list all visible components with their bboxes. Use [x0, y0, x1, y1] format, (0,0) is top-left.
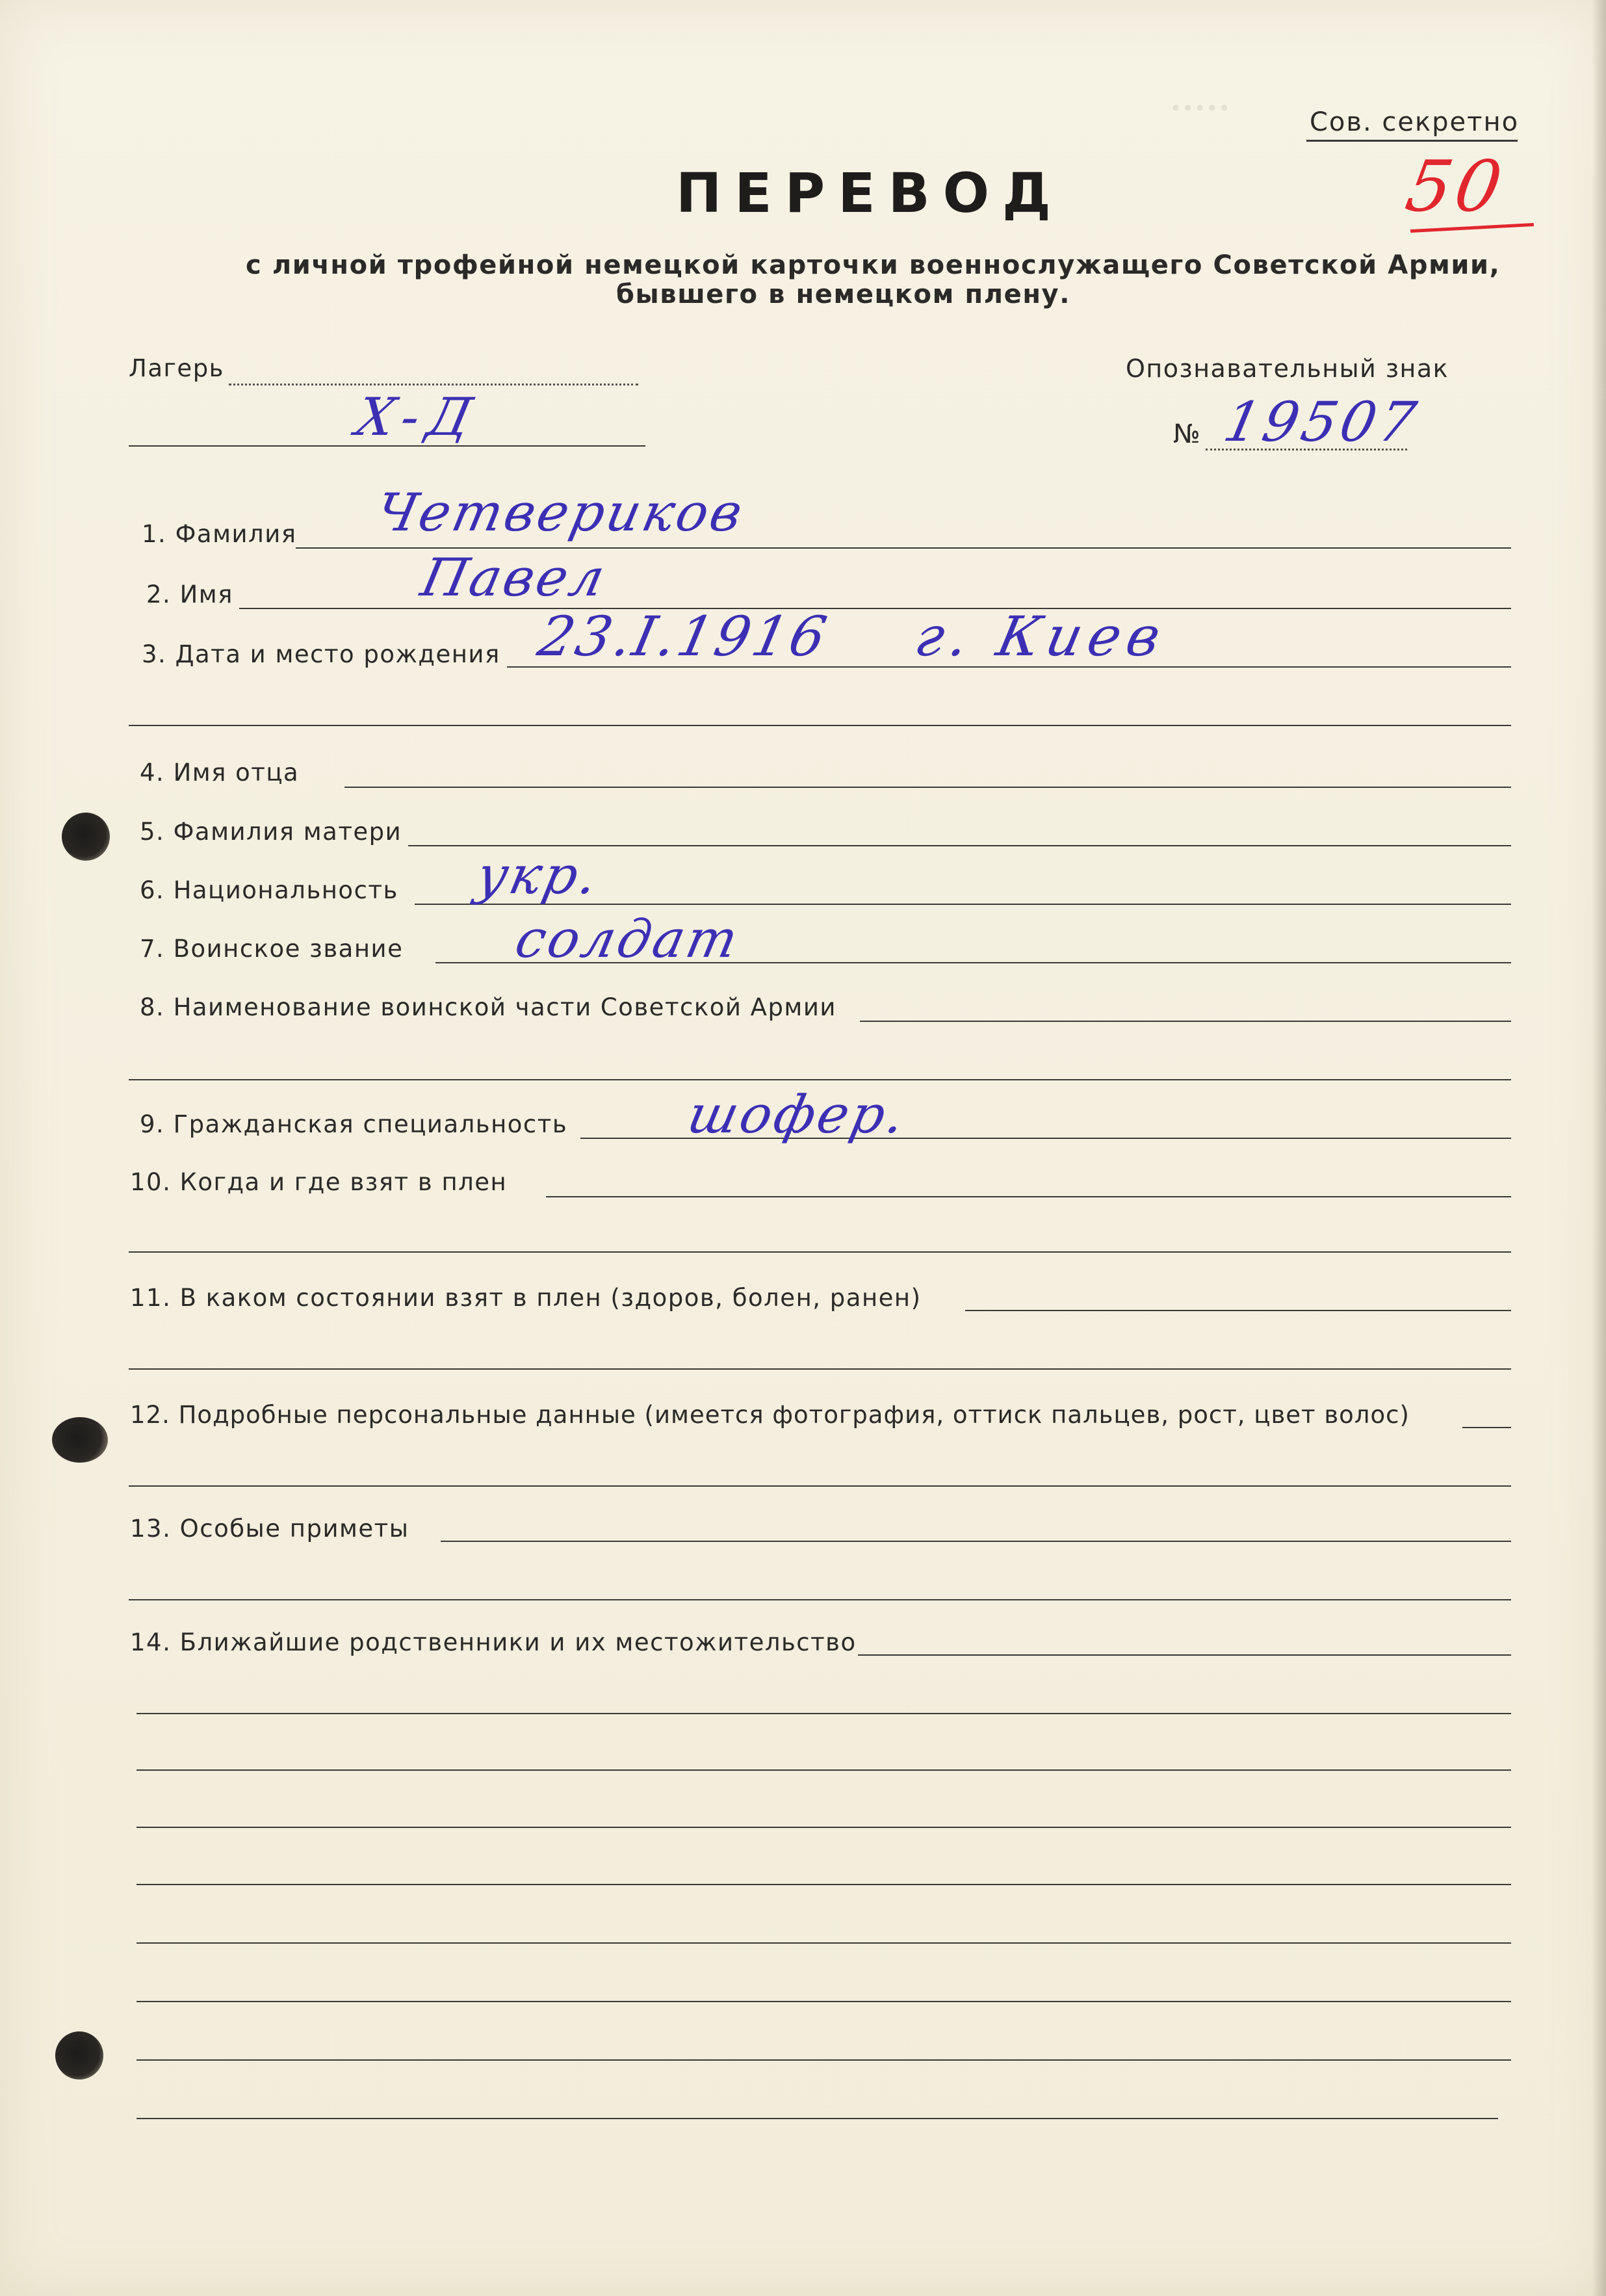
field-line-unit	[860, 1021, 1511, 1022]
field-label-father-name: 4. Имя отца	[140, 759, 300, 787]
punch-hole-top	[62, 813, 110, 861]
punch-hole-bottom	[55, 2031, 103, 2080]
field-line-first-name	[239, 608, 1511, 609]
punch-hole-middle	[52, 1417, 108, 1463]
classification-underline	[1306, 140, 1518, 142]
field-line-relatives-7	[136, 2001, 1511, 2002]
field-line-capture-2	[129, 1251, 1511, 1253]
field-value-rank: солдат	[510, 909, 746, 969]
field-value-profession: шофер.	[682, 1084, 913, 1145]
field-label-surname: 1. Фамилия	[142, 520, 297, 548]
field-line-unit-2	[129, 1079, 1511, 1080]
id-number-prefix: №	[1173, 419, 1202, 449]
field-line-birth-2	[129, 725, 1511, 726]
field-line-relatives-5	[136, 1884, 1511, 1885]
field-label-rank: 7. Воинское звание	[140, 935, 404, 963]
id-number-value: 19507	[1218, 390, 1425, 454]
field-value-birth-date: 23.I.1916	[532, 605, 835, 668]
field-line-personal-data	[1462, 1427, 1511, 1428]
field-line-condition	[965, 1310, 1511, 1311]
field-label-special-marks: 13. Особые приметы	[130, 1515, 409, 1543]
page-title: ПЕРЕВОД	[676, 161, 1064, 225]
field-label-nationality: 6. Национальность	[140, 876, 398, 904]
field-line-relatives-6	[136, 1942, 1511, 1944]
field-line-capture	[546, 1196, 1511, 1197]
field-line-relatives-2	[136, 1713, 1511, 1714]
field-line-relatives-9	[136, 2118, 1498, 2119]
field-line-father-name	[344, 787, 1511, 788]
field-value-birth-place: г. Киев	[909, 605, 1172, 668]
field-value-first-name: Павел	[416, 547, 613, 608]
field-label-mother-surname: 5. Фамилия матери	[140, 818, 402, 846]
field-line-personal-data-2	[129, 1485, 1511, 1487]
field-line-relatives-8	[136, 2059, 1511, 2061]
field-value-surname: Четвериков	[370, 482, 751, 543]
copy-number: 50	[1399, 146, 1512, 228]
show-through: •••••	[1170, 98, 1231, 120]
id-tag-label: Опознавательный знак	[1126, 354, 1449, 383]
field-label-birth: 3. Дата и место рождения	[142, 640, 500, 668]
field-label-profession: 9. Гражданская специальность	[140, 1110, 568, 1138]
camp-dotted-line	[229, 384, 638, 385]
field-line-relatives	[858, 1654, 1511, 1656]
camp-line-2	[129, 445, 645, 447]
field-label-capture: 10. Когда и где взят в плен	[130, 1168, 508, 1196]
camp-value: X-Д	[351, 387, 487, 447]
field-value-nationality: укр.	[471, 845, 606, 906]
field-label-first-name: 2. Имя	[146, 581, 233, 608]
page-edge-shadow	[1592, 0, 1606, 2296]
field-label-condition: 11. В каком состоянии взят в плен (здоров, болен, ранен)	[130, 1284, 922, 1312]
field-label-unit: 8. Наименование воинской части Советской Армии	[140, 993, 836, 1021]
field-line-condition-2	[129, 1368, 1511, 1370]
field-label-personal-data: 12. Подробные персональные данные (имеется фотография, оттиск пальцев, рост, цвет волос)	[130, 1401, 1410, 1429]
subtitle-line-2: бывшего в немецком плену.	[616, 280, 1071, 309]
field-line-special-marks	[441, 1541, 1511, 1542]
field-label-relatives: 14. Ближайшие родственники и их местожительство	[130, 1628, 857, 1656]
camp-label: Лагерь	[129, 354, 224, 382]
field-line-relatives-4	[136, 1827, 1511, 1828]
field-line-relatives-3	[136, 1769, 1511, 1771]
field-line-special-marks-2	[129, 1599, 1511, 1600]
subtitle-line-1: с личной трофейной немецкой карточки военнослужащего Советской Армии,	[246, 250, 1501, 280]
classification-label: Сов. секретно	[1310, 107, 1520, 137]
